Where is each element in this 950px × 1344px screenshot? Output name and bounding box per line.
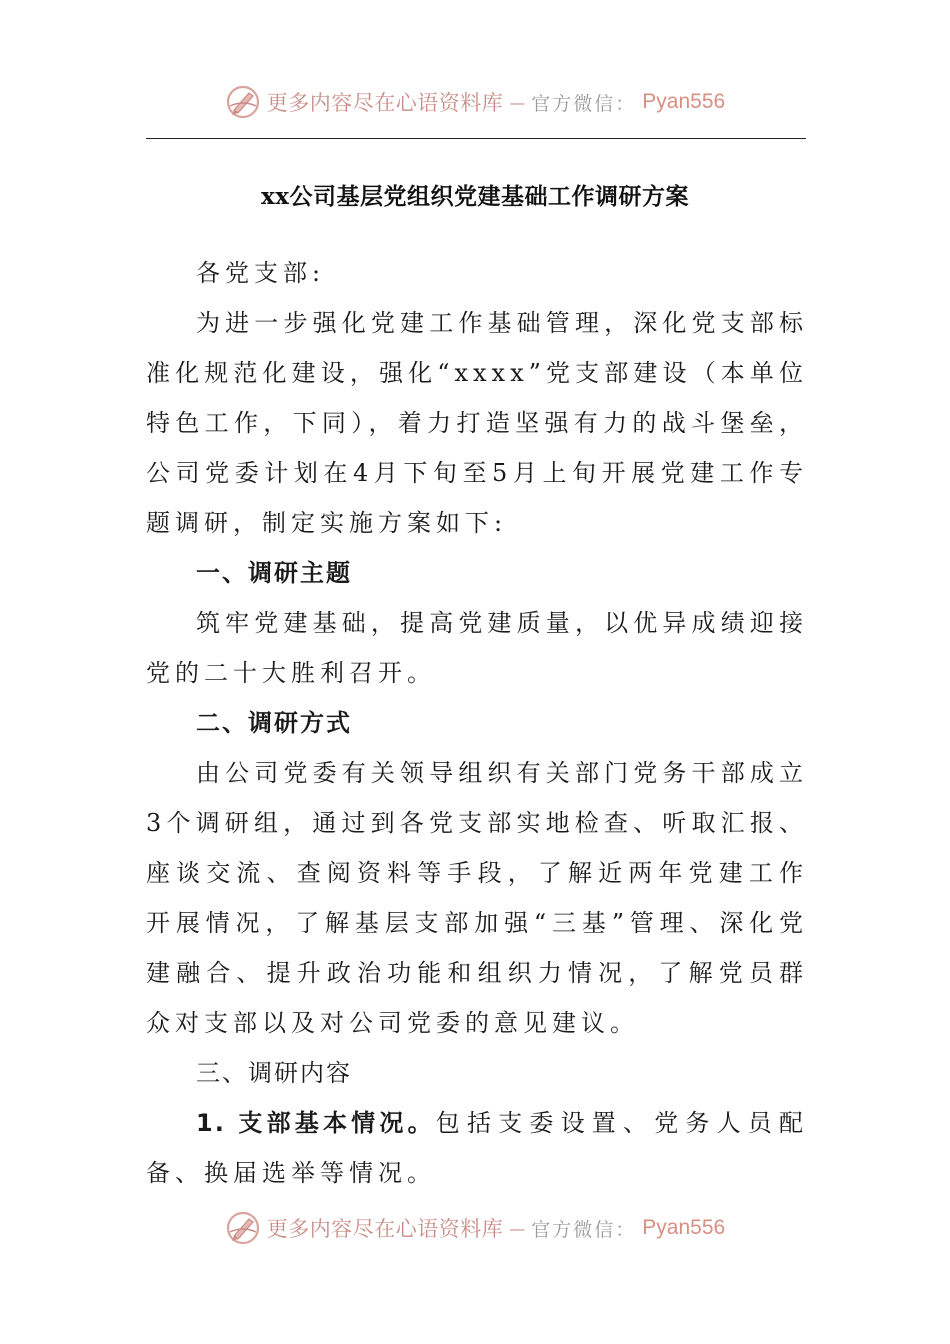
section-3-item-1 (146, 1098, 808, 1198)
item-1-lead: 1. 支部基本情况。 (196, 1109, 436, 1137)
section-2-body: 由公司党委有关领导组织有关部门党务干部成立3个调研组，通过到各党支部实地检查、听取汇报、座谈交流、查阅资料等手段，了解近两年党建工作开展情况，了解基层支部加强“三基”管理、深化党建融合、提升政治功能和组织力情况，了解党员群众对支部以及对公司党委的意见建议。 (146, 759, 808, 1037)
pen-logo-icon (225, 1210, 261, 1246)
footer-watermark (0, 1210, 950, 1246)
intro-paragraph: 为进一步强化党建工作基础管理，深化党支部标准化规范化建设，强化“xxxx”党支部建设（本单位特色工作，下同），着力打造坚强有力的战斗堡垒，公司党委计划在4月下旬至5月上旬开展党建工作专题调研，制定实施方案如下: (146, 309, 808, 537)
watermark-main-text: 更多内容尽在心语资料库 (266, 91, 504, 115)
section-2-heading: 二、调研方式 (196, 709, 352, 737)
document-body (146, 248, 808, 1198)
salutation: 各党支部: (196, 259, 326, 287)
watermark-separator: — (509, 1218, 526, 1238)
header-rule (146, 138, 806, 139)
watermark-wechat-id: Pyan556 (642, 90, 726, 113)
watermark-wechat-id: Pyan556 (642, 1216, 726, 1239)
watermark-separator: — (509, 92, 526, 112)
header-watermark (0, 84, 950, 120)
watermark-main-text: 更多内容尽在心语资料库 (266, 1217, 504, 1241)
section-1-body: 筑牢党建基础，提高党建质量，以优异成绩迎接党的二十大胜利召开。 (146, 609, 808, 687)
watermark-wechat-label: 官方微信： (531, 1218, 637, 1241)
pen-logo-icon (225, 84, 261, 120)
section-3-heading: 三、调研内容 (196, 1059, 352, 1087)
document-title: xx公司基层党组织党建基础工作调研方案 (261, 183, 689, 210)
section-1-heading: 一、调研主题 (196, 559, 352, 587)
item-1-body: 包括支委设置、党务人员配备、换届选举等情况。 (146, 1109, 809, 1187)
watermark-wechat-label: 官方微信： (531, 92, 637, 115)
